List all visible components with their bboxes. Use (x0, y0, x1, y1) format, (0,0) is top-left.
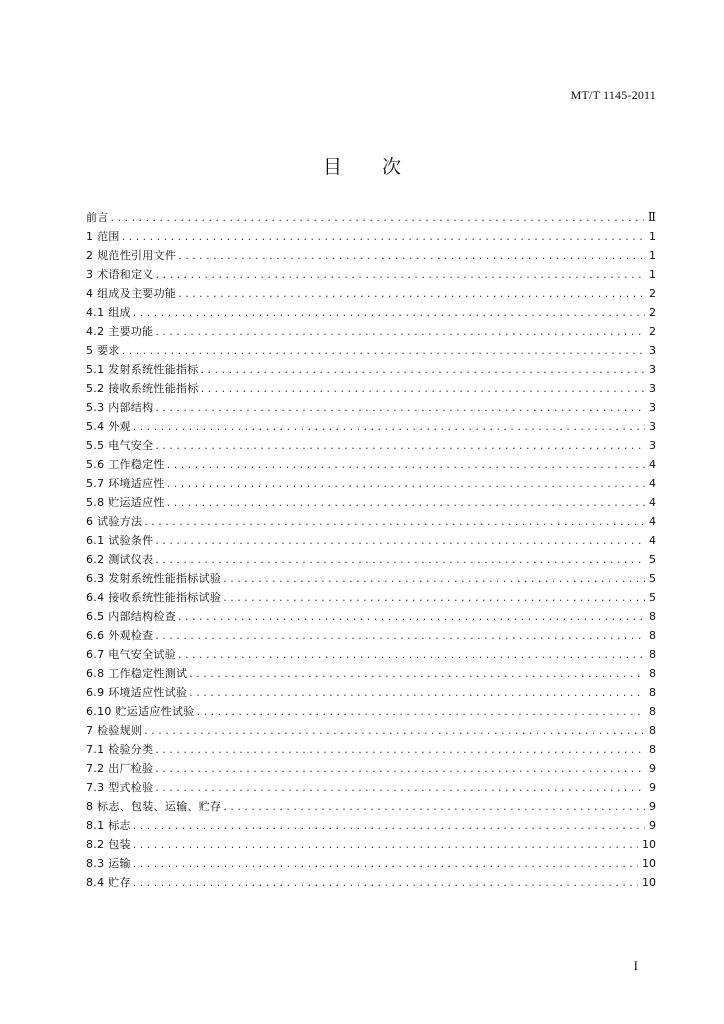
toc-entry-page: 2 (649, 325, 656, 338)
toc-entry-page: Ⅱ (647, 210, 656, 224)
page-number: I (633, 958, 638, 973)
toc-entry[interactable] (86, 664, 656, 683)
toc-dot-leader (189, 683, 645, 702)
toc-entry-label: 8.2 包装 (86, 838, 131, 851)
toc-entry-page: 9 (649, 781, 656, 794)
toc-entry-page: 3 (649, 420, 656, 433)
toc-entry-label: 2 规范性引用文件 (86, 249, 177, 262)
toc-dot-leader (167, 493, 645, 512)
toc-entry-page: 8 (649, 724, 656, 737)
toc-entry-label: 1 范围 (86, 230, 120, 243)
toc-entry[interactable] (86, 569, 656, 588)
toc-entry-label: 4.1 组成 (86, 306, 131, 319)
toc-entry-label: 8.4 贮存 (86, 876, 131, 889)
toc-entry[interactable] (86, 417, 656, 436)
toc-dot-leader (178, 607, 645, 626)
toc-entry-page: 8 (649, 686, 656, 699)
toc-entry-page: 4 (649, 515, 656, 528)
toc-entry-label: 5.4 外观 (86, 420, 131, 433)
toc-entry[interactable] (86, 284, 656, 303)
toc-entry-page: 3 (649, 401, 656, 414)
toc-entry[interactable] (86, 227, 656, 246)
toc-entry[interactable] (86, 873, 656, 892)
toc-dot-leader (155, 740, 645, 759)
toc-entry-page: 8 (649, 667, 656, 680)
toc-entry-label: 前言 (86, 211, 109, 224)
toc-entry-label: 6.3 发射系统性能指标试验 (86, 572, 222, 585)
toc-entry[interactable] (86, 322, 656, 341)
toc-entry[interactable] (86, 854, 656, 873)
toc-entry[interactable] (86, 626, 656, 645)
toc-entry-label: 6.4 接收系统性能指标试验 (86, 591, 222, 604)
toc-dot-leader (144, 721, 645, 740)
toc-dot-leader (178, 645, 645, 664)
toc-dot-leader (111, 208, 644, 227)
toc-entry-page: 4 (649, 458, 656, 471)
toc-entry[interactable] (86, 379, 656, 398)
toc-entry[interactable] (86, 683, 656, 702)
toc-entry-label: 6.9 环境适应性试验 (86, 686, 188, 699)
toc-dot-leader (197, 702, 645, 721)
toc-entry-page: 3 (649, 439, 656, 452)
toc-entry-page: 4 (649, 496, 656, 509)
toc-entry-label: 4 组成及主要功能 (86, 287, 177, 300)
toc-dot-leader (133, 417, 645, 436)
toc-dot-leader (155, 759, 645, 778)
toc-dot-leader (133, 816, 645, 835)
toc-entry-page: 1 (649, 268, 656, 281)
toc-entry[interactable] (86, 246, 656, 265)
toc-entry-label: 3 术语和定义 (86, 268, 154, 281)
toc-entry-page: 4 (649, 477, 656, 490)
toc-entry[interactable] (86, 645, 656, 664)
toc-dot-leader (155, 778, 645, 797)
toc-entry-page: 5 (649, 572, 656, 585)
toc-entry[interactable] (86, 512, 656, 531)
toc-entry[interactable] (86, 455, 656, 474)
toc-entry[interactable] (86, 360, 656, 379)
toc-entry-label: 5.5 电气安全 (86, 439, 154, 452)
toc-dot-leader (201, 379, 645, 398)
toc-entry[interactable] (86, 436, 656, 455)
toc-entry-page: 10 (642, 838, 656, 851)
toc-entry-label: 6.10 贮运适应性试验 (86, 705, 195, 718)
toc-dot-leader (155, 322, 645, 341)
toc-entry-label: 6.1 试验条件 (86, 534, 154, 547)
toc-dot-leader (156, 265, 645, 284)
toc-entry-page: 8 (649, 648, 656, 661)
toc-entry[interactable] (86, 265, 656, 284)
toc-dot-leader (122, 227, 645, 246)
toc-entry-page: 9 (649, 800, 656, 813)
toc-entry-label: 6.5 内部结构检查 (86, 610, 176, 623)
toc-title-part2: 次 (382, 156, 402, 178)
toc-entry-page: 1 (649, 249, 656, 262)
toc-entry[interactable] (86, 531, 656, 550)
toc-entry-page: 5 (649, 553, 656, 566)
toc-entry-label: 6.7 电气安全试验 (86, 648, 176, 661)
toc-entry-label: 6.6 外观检查 (86, 629, 154, 642)
toc-entry[interactable] (86, 835, 656, 854)
toc-dot-leader (178, 246, 645, 265)
toc-entry-label: 7.3 型式检验 (86, 781, 154, 794)
toc-entry[interactable] (86, 493, 656, 512)
toc-entry[interactable] (86, 759, 656, 778)
toc-entry-label: 7 检验规则 (86, 724, 143, 737)
toc-entry-page: 10 (642, 857, 656, 870)
toc-entry-page: 9 (649, 819, 656, 832)
toc-list (86, 208, 656, 892)
toc-entry-page: 5 (649, 591, 656, 604)
toc-entry-label: 8 标志、包装、运输、贮存 (86, 800, 222, 813)
toc-entry-label: 7.1 检验分类 (86, 743, 154, 756)
toc-entry[interactable] (86, 208, 656, 227)
toc-entry[interactable] (86, 702, 656, 721)
toc-dot-leader (155, 436, 645, 455)
toc-entry-label: 4.2 主要功能 (86, 325, 154, 338)
toc-dot-leader (189, 664, 645, 683)
toc-entry-page: 8 (649, 629, 656, 642)
toc-entry[interactable] (86, 607, 656, 626)
toc-dot-leader (155, 626, 645, 645)
toc-dot-leader (133, 854, 638, 873)
toc-entry-page: 10 (642, 876, 656, 889)
toc-entry-page: 8 (649, 705, 656, 718)
toc-dot-leader (155, 531, 645, 550)
toc-title-part1: 目 (322, 156, 342, 178)
toc-dot-leader (155, 550, 645, 569)
toc-entry[interactable] (86, 797, 656, 816)
toc-entry-page: 2 (649, 306, 656, 319)
toc-entry-page: 3 (649, 382, 656, 395)
toc-entry-label: 8.3 运输 (86, 857, 131, 870)
toc-entry-label: 5.8 贮运适应性 (86, 496, 165, 509)
toc-dot-leader (167, 474, 645, 493)
standard-code: MT/T 1145-2011 (570, 88, 656, 102)
toc-entry[interactable] (86, 303, 656, 322)
toc-entry-label: 8.1 标志 (86, 819, 131, 832)
toc-dot-leader (201, 360, 645, 379)
toc-dot-leader (223, 797, 645, 816)
toc-entry-label: 5.7 环境适应性 (86, 477, 165, 490)
toc-dot-leader (167, 455, 645, 474)
toc-entry-page: 1 (649, 230, 656, 243)
toc-entry-label: 5.2 接收系统性能指标 (86, 382, 199, 395)
toc-dot-leader (133, 303, 645, 322)
toc-entry-page: 8 (649, 743, 656, 756)
toc-entry[interactable] (86, 550, 656, 569)
toc-entry[interactable] (86, 816, 656, 835)
toc-entry[interactable] (86, 721, 656, 740)
toc-dot-leader (155, 398, 645, 417)
toc-entry-label: 5.1 发射系统性能指标 (86, 363, 199, 376)
toc-dot-leader (144, 512, 645, 531)
toc-entry-page: 3 (649, 344, 656, 357)
toc-entry-page: 2 (649, 287, 656, 300)
toc-entry[interactable] (86, 398, 656, 417)
toc-entry[interactable] (86, 588, 656, 607)
toc-dot-leader (223, 588, 645, 607)
toc-entry-label: 6.8 工作稳定性测试 (86, 667, 188, 680)
toc-dot-leader (133, 835, 638, 854)
toc-entry-page: 8 (649, 610, 656, 623)
toc-entry-label: 7.2 出厂检验 (86, 762, 154, 775)
toc-entry-page: 9 (649, 762, 656, 775)
toc-title (0, 152, 724, 179)
toc-dot-leader (178, 284, 645, 303)
toc-entry-label: 6 试验方法 (86, 515, 143, 528)
toc-entry-page: 4 (649, 534, 656, 547)
toc-entry-label: 5.3 内部结构 (86, 401, 154, 414)
toc-entry-label: 5 要求 (86, 344, 120, 357)
toc-dot-leader (122, 341, 645, 360)
toc-entry-label: 5.6 工作稳定性 (86, 458, 165, 471)
toc-entry[interactable] (86, 474, 656, 493)
toc-entry-page: 3 (649, 363, 656, 376)
toc-entry[interactable] (86, 740, 656, 759)
toc-entry-label: 6.2 测试仪表 (86, 553, 154, 566)
toc-dot-leader (133, 873, 638, 892)
toc-entry[interactable] (86, 341, 656, 360)
toc-entry[interactable] (86, 778, 656, 797)
toc-dot-leader (223, 569, 645, 588)
